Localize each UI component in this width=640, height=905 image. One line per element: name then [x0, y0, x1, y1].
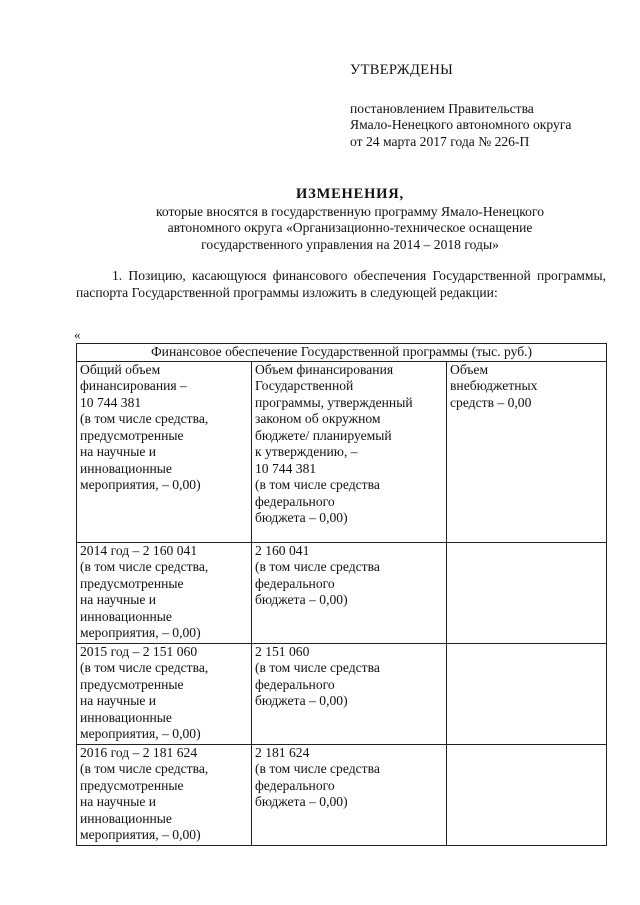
approval-line: от 24 марта 2017 года № 226-П — [350, 133, 530, 149]
year-extrabudgetary-cell — [447, 643, 607, 744]
cell-text-line: на научные и — [80, 592, 157, 607]
cell-text-line: на научные и — [80, 794, 157, 809]
cell-text-line: (в том числе средства, — [80, 411, 209, 426]
document-subtitle-line: государственного управления на 2014 – 2018 годы» — [201, 236, 499, 252]
cell-text-line: 2014 год – 2 160 041 — [80, 542, 198, 558]
year-total-cell — [77, 542, 252, 643]
cell-text-line: к утверждению, – — [255, 444, 358, 459]
cell-text-line: инновационные — [80, 810, 172, 826]
cell-text-line: федерального — [255, 777, 335, 793]
cell-text-line: инновационные — [80, 460, 172, 476]
approval-block — [350, 62, 620, 150]
cell-text-line: 2 181 624 — [255, 744, 310, 760]
budget-financing-cell — [252, 361, 447, 542]
cell-text-line: бюджета – 0,00) — [255, 794, 348, 809]
cell-text-line: Объем — [450, 361, 489, 377]
cell-text-line: Объем финансирования — [255, 361, 394, 377]
cell-text-line: инновационные — [80, 709, 172, 725]
total-financing-cell — [77, 361, 252, 542]
extrabudgetary-cell — [447, 361, 607, 542]
cell-text-line: финансирования – — [80, 378, 187, 393]
cell-text-line: 10 744 381 — [80, 394, 142, 410]
cell-text-line: мероприятия, – 0,00) — [80, 827, 201, 842]
cell-text-line: предусмотренные — [80, 575, 184, 591]
approval-heading: УТВЕРЖДЕНЫ — [350, 62, 454, 78]
cell-text-line: бюджета – 0,00) — [255, 592, 348, 607]
year-extrabudgetary-cell — [447, 542, 607, 643]
approval-line: Ямало-Ненецкого автономного округа — [350, 117, 572, 132]
cell-text-line: программы, утвержденный — [255, 394, 413, 410]
document-title: ИЗМЕНЕНИЯ, — [296, 186, 404, 202]
table-row — [77, 744, 607, 845]
cell-text-line: (в том числе средства — [255, 477, 380, 492]
table-row — [77, 361, 607, 542]
year-extrabudgetary-cell — [447, 744, 607, 845]
cell-text-line: на научные и — [80, 693, 157, 708]
cell-text-line: мероприятия, – 0,00) — [80, 726, 201, 741]
cell-text-line: на научные и — [80, 444, 157, 459]
year-total-cell — [77, 643, 252, 744]
cell-text-line: инновационные — [80, 608, 172, 624]
financing-table — [76, 343, 607, 846]
open-quote-mark: « — [74, 327, 81, 342]
cell-text-line: предусмотренные — [80, 676, 184, 692]
year-total-cell — [77, 744, 252, 845]
cell-text-line: 2016 год – 2 181 624 — [80, 744, 198, 760]
cell-text-line: (в том числе средства, — [80, 559, 209, 574]
cell-text-line: бюджета – 0,00) — [255, 693, 348, 708]
change-paragraph: 1. Позицию, касающуюся финансового обеспечения Государственной программы, паспорта Государственной программы изложить в следующей редакции: — [76, 268, 606, 300]
cell-text-line: предусмотренные — [80, 777, 184, 793]
cell-text-line: (в том числе средства, — [80, 660, 209, 675]
year-budget-cell — [252, 643, 447, 744]
cell-text-line: средств – 0,00 — [450, 394, 532, 410]
cell-text-line: 2015 год – 2 151 060 — [80, 643, 198, 659]
document-title-block — [60, 186, 640, 253]
cell-text-line: 2 160 041 — [255, 542, 310, 558]
cell-text-line: законом об окружном — [255, 411, 381, 426]
document-subtitle-line: автономного округа «Организационно-техническое оснащение — [167, 220, 533, 235]
cell-text-line: федерального — [255, 575, 335, 591]
cell-text-line: (в том числе средства — [255, 660, 380, 675]
cell-text-line: Государственной — [255, 378, 354, 393]
cell-text-line: Общий объем — [80, 361, 161, 377]
cell-text-line: 10 744 381 — [255, 460, 317, 476]
cell-text-line: 2 151 060 — [255, 643, 310, 659]
financing-table-caption: Финансовое обеспечение Государственной программы (тыс. руб.) — [77, 344, 607, 362]
table-row — [77, 542, 607, 643]
cell-text-line: бюджете/ планируемый — [255, 427, 392, 443]
year-budget-cell — [252, 542, 447, 643]
document-subtitle-line: которые вносятся в государственную программу Ямало-Ненецкого — [155, 203, 545, 219]
cell-text-line: мероприятия, – 0,00) — [80, 625, 201, 640]
cell-text-line: мероприятия, – 0,00) — [80, 477, 201, 492]
cell-text-line: (в том числе средства, — [80, 761, 209, 776]
cell-text-line: предусмотренные — [80, 427, 184, 443]
approval-line: постановлением Правительства — [350, 100, 534, 116]
table-row — [77, 643, 607, 744]
cell-text-line: федерального — [255, 493, 335, 509]
cell-text-line: федерального — [255, 676, 335, 692]
cell-text-line: (в том числе средства — [255, 559, 380, 574]
cell-text-line: бюджета – 0,00) — [255, 510, 348, 525]
year-budget-cell — [252, 744, 447, 845]
cell-text-line: (в том числе средства — [255, 761, 380, 776]
cell-text-line: внебюджетных — [450, 378, 538, 393]
